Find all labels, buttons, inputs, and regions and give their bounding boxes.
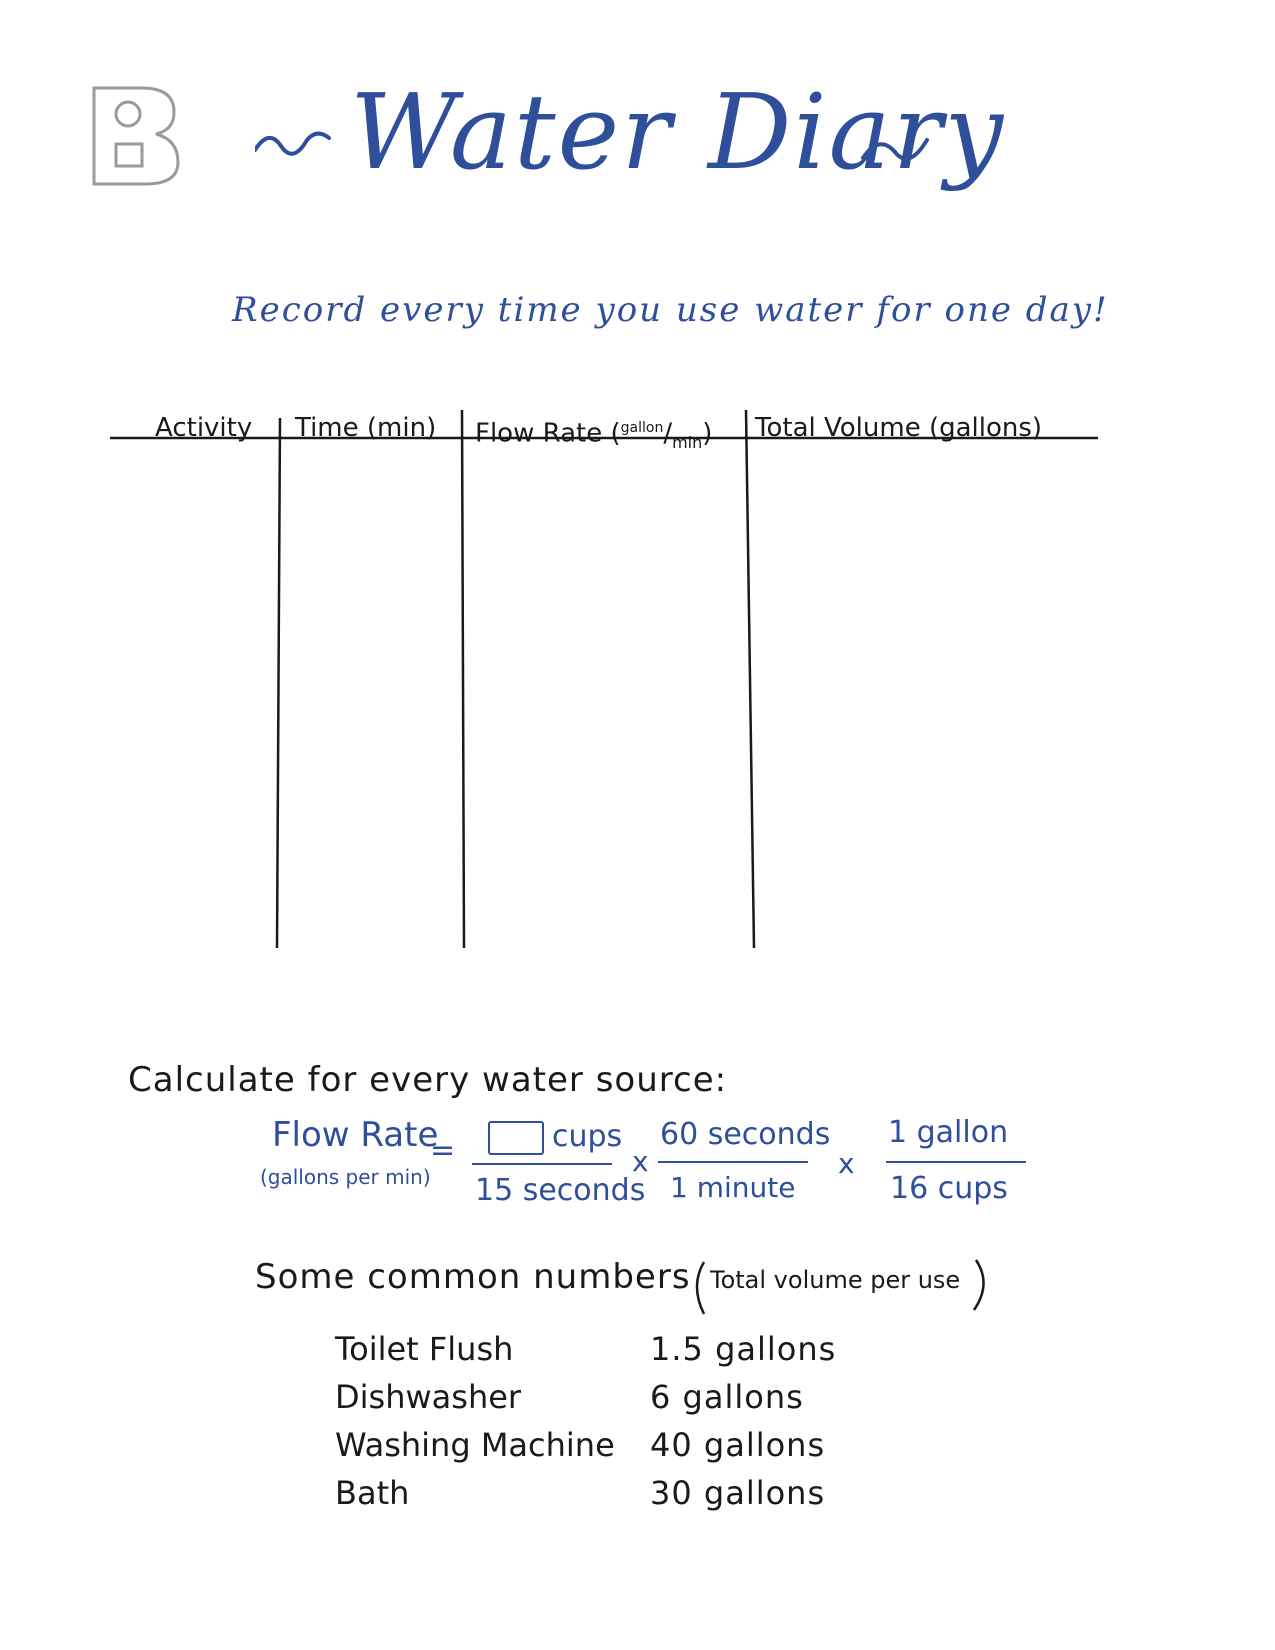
formula-sixty-seconds: 60 seconds [660, 1117, 831, 1152]
item-name: Washing Machine [335, 1426, 615, 1464]
item-value: 6 gallons [650, 1378, 804, 1416]
formula-flow-rate: Flow Rate [272, 1115, 439, 1155]
item-name: Dishwasher [335, 1378, 522, 1416]
fraction-line-2 [658, 1161, 808, 1163]
common-numbers-note-text: Total volume per use [710, 1266, 961, 1294]
formula-fifteen-seconds: 15 seconds [475, 1173, 646, 1208]
item-value: 30 gallons [650, 1474, 826, 1512]
section-badge [90, 82, 182, 190]
cups-blank-box [488, 1121, 544, 1155]
water-diary-table [110, 410, 1150, 995]
column-divider-2 [462, 410, 464, 948]
formula-times-1: x [632, 1145, 649, 1178]
section-letter-drawing [90, 82, 182, 190]
subtitle: Record every time you use water for one day! [232, 290, 1109, 330]
item-value: 1.5 gallons [650, 1330, 837, 1368]
list-item [335, 1474, 895, 1522]
column-header-flow-rate: Flow Rate $(^{gallon}/_{min})$ [475, 418, 713, 452]
common-numbers-heading: Some common numbers [255, 1257, 691, 1297]
formula-one-minute: 1 minute [670, 1171, 796, 1204]
common-numbers-note [690, 1258, 990, 1318]
item-name: Toilet Flush [335, 1330, 514, 1368]
page-title [255, 71, 1006, 260]
item-name: Bath [335, 1474, 410, 1512]
column-header-total-volume: Total Volume (gallons) [755, 413, 1043, 443]
list-item [335, 1426, 895, 1474]
column-header-activity: Activity [155, 413, 253, 443]
formula-times-2: x [838, 1147, 855, 1180]
formula-flow-rate-units: (gallons per min) [260, 1165, 431, 1189]
item-value: 40 gallons [650, 1426, 826, 1464]
common-numbers-list [335, 1330, 895, 1522]
column-divider-1 [277, 418, 280, 948]
list-item [335, 1330, 895, 1378]
table-grid [110, 410, 1150, 995]
formula-one-gallon: 1 gallon [888, 1115, 1009, 1150]
column-divider-3 [746, 410, 754, 948]
fraction-line-1 [472, 1163, 612, 1165]
column-header-time: Time (min) [295, 413, 437, 443]
formula-cups: cups [552, 1119, 623, 1154]
flow-rate-formula [260, 1115, 1080, 1235]
fraction-line-3 [886, 1161, 1026, 1163]
title-text: Water Diary [350, 71, 1006, 193]
calculation-heading: Calculate for every water source: [128, 1060, 728, 1100]
list-item [335, 1378, 895, 1426]
formula-equals: = [430, 1133, 456, 1168]
formula-sixteen-cups: 16 cups [890, 1171, 1008, 1206]
